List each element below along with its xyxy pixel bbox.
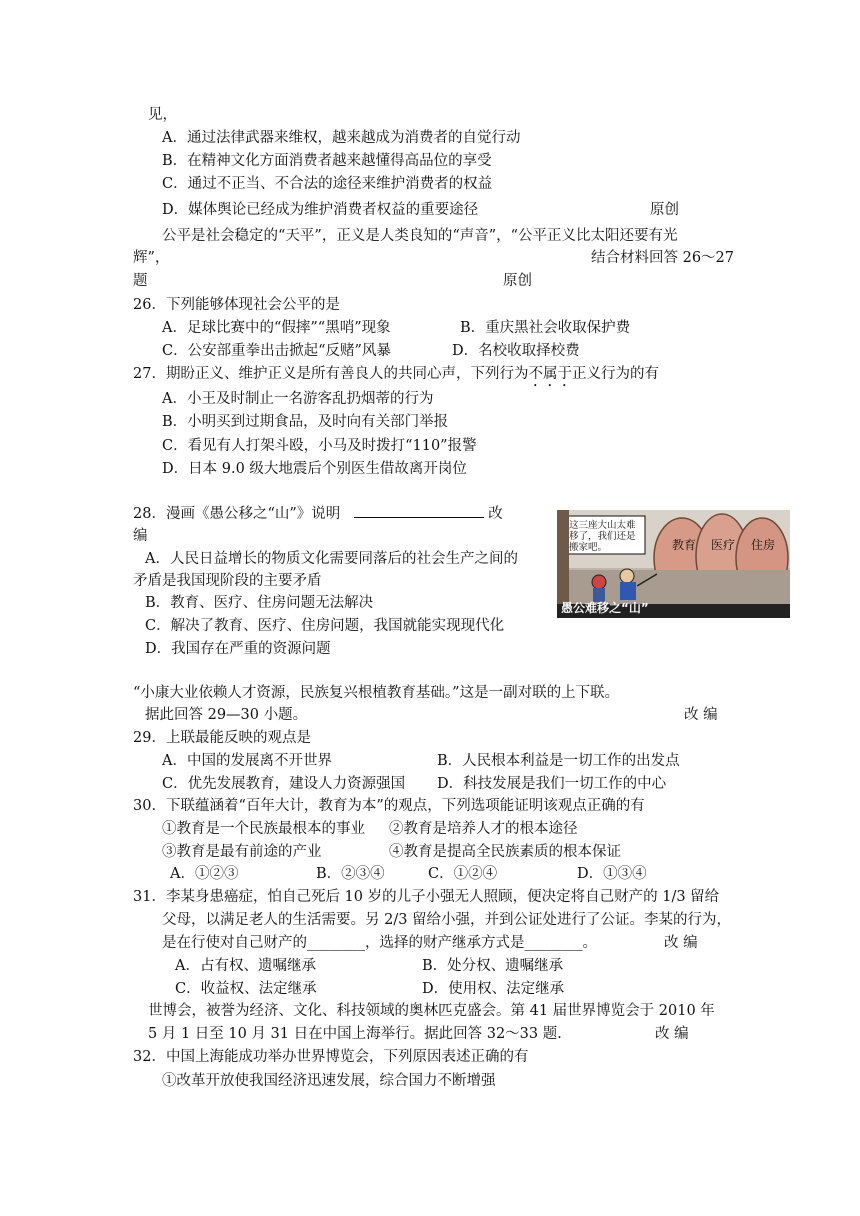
material-instruction: 结合材料回答 26～27 xyxy=(591,250,735,266)
q29-option-c: C．优先发展教育，建设人力资源强国 xyxy=(162,776,406,792)
q31-option-d: D．使用权、法定继承 xyxy=(422,981,565,997)
question-31: 31．李某身患癌症，怕自己死后 10 岁的儿子小强无人照顾，便决定将自己财产的 1/3 留给 xyxy=(133,889,720,905)
cartoon-label-housing: 住房 xyxy=(751,538,776,552)
expo-intro-cont: 5 月 1 日至 10 月 31 日在中国上海举行。据此回答 32～33 题. xyxy=(148,1026,562,1042)
q28-tag-end: 编 xyxy=(133,528,148,544)
q28-option-c: C．解决了教育、医疗、住房问题，我国就能实现现代化 xyxy=(145,618,505,634)
cartoon-label-medical: 医疗 xyxy=(711,538,736,552)
q25-option-b: B．在精神文化方面消费者越来越懂得高品位的享受 xyxy=(162,153,492,169)
question-29: 29．上联最能反映的观点是 xyxy=(133,730,311,746)
question-31-cont: 是在行使对自己财产的________，选择的财产继承方式是________。 xyxy=(162,935,597,951)
material-text: 辉”， xyxy=(133,250,170,266)
q29-option-a: A．中国的发展离不开世界 xyxy=(162,753,332,769)
q27-option-a: A．小王及时制止一名游客乱扔烟蒂的行为 xyxy=(162,391,434,407)
q28-text: 28．漫画《愚公移之“山”》说明 xyxy=(133,506,341,522)
q28-option-a: A．人民日益增长的物质文化需要同落后的社会生产之间的 xyxy=(145,551,518,567)
source-tag: 改 编 xyxy=(684,707,718,723)
cartoon-speech-bubble: 这三座大山太难移了，我们还是搬家吧。 xyxy=(569,520,636,553)
answer-blank xyxy=(354,503,484,518)
q31-option-c: C．收益权、法定继承 xyxy=(175,981,317,997)
q27-option-d: D．日本 9.0 级大地震后个别医生借故离开岗位 xyxy=(162,461,467,477)
q29-option-d: D．科技发展是我们一切工作的中心 xyxy=(437,776,667,792)
question-32: 32．中国上海能成功举办世界博览会，下列原因表述正确的有 xyxy=(133,1049,529,1065)
expo-intro: 世博会，被誉为经济、文化、科技领域的奥林匹克盛会。第 41 届世界博览会于 2010 年 xyxy=(148,1003,715,1019)
q30-option-b: B．②③④ xyxy=(316,866,385,882)
material-text: 公平是社会稳定的“天平”，正义是人类良知的“声音”，“公平正义比太阳还要有光 xyxy=(162,228,678,244)
q30-statement-2: ②教育是培养人才的根本途径 xyxy=(389,821,578,837)
q30-option-a: A．①②③ xyxy=(170,866,239,882)
q26-option-d: D．名校收取择校费 xyxy=(452,343,580,359)
source-tag: 原创 xyxy=(650,202,679,218)
q27-option-b: B．小明买到过期食品，及时向有关部门举报 xyxy=(162,414,449,430)
question-30: 30．下联蕴涵着“百年大计，教育为本”的观点，下列选项能证明该观点正确的有 xyxy=(133,798,645,814)
cartoon-image xyxy=(557,510,790,618)
question-31-cont: 父母，以满足老人的生活需要。另 2/3 留给小强，并到公证处进行了公证。李某的行为， xyxy=(162,912,732,928)
source-tag: 原创 xyxy=(503,273,532,289)
q31-option-b: B．处分权、遗嘱继承 xyxy=(422,958,564,974)
q30-option-d: D．①③④ xyxy=(577,866,647,882)
question-26: 26．下列能够体现社会公平的是 xyxy=(133,297,340,313)
question-27 xyxy=(133,364,659,390)
cartoon-label-education: 教育 xyxy=(672,538,697,552)
q28-option-b: B．教育、医疗、住房问题无法解决 xyxy=(145,595,374,611)
q30-statement-1: ①教育是一个民族最根本的事业 xyxy=(162,821,365,837)
q27-emphasis: 不属于 xyxy=(528,366,572,382)
couplet-instruction: 据此回答 29—30 小题。 xyxy=(145,707,308,723)
q27-text: 27．期盼正义、维护正义是所有善良人的共同心声，下列行为 xyxy=(133,366,529,382)
q29-option-b: B．人民根本利益是一切工作的出发点 xyxy=(437,753,680,769)
q32-statement-1: ①改革开放使我国经济迅速发展，综合国力不断增强 xyxy=(162,1073,496,1089)
q30-statement-3: ③教育是最有前途的产业 xyxy=(162,844,322,860)
q27-text-end: 正义行为的有 xyxy=(571,366,659,382)
q25-option-c: C．通过不正当、不合法的途径来维护消费者的权益 xyxy=(162,176,493,192)
q30-statement-4: ④教育是提高全民族素质的根本保证 xyxy=(389,844,621,860)
source-tag: 改 编 xyxy=(655,1026,689,1042)
q28-option-d: D．我国存在严重的资源问题 xyxy=(145,641,331,657)
q25-option-a: A．通过法律武器来维权，越来越成为消费者的自觉行动 xyxy=(162,130,521,146)
material-text: 题 xyxy=(133,273,148,289)
q28-tag: 改 xyxy=(488,506,503,522)
q30-option-c: C．①②④ xyxy=(428,866,498,882)
q26-option-b: B．重庆黑社会收取保护费 xyxy=(460,320,631,336)
q26-option-c: C．公安部重拳出击掀起“反赌”风暴 xyxy=(162,343,391,359)
q27-option-c: C．看见有人打架斗殴，小马及时拨打“110”报警 xyxy=(162,438,477,454)
q26-option-a: A．足球比赛中的“假摔”“黑哨”现象 xyxy=(162,320,391,336)
cartoon-caption: 愚公难移之“山” xyxy=(561,601,649,615)
source-tag: 改 编 xyxy=(664,935,698,951)
couplet-intro: “小康大业依赖人才资源，民族复兴根植教育基础。”这是一副对联的上下联。 xyxy=(133,685,620,701)
q28-option-a-cont: 矛盾是我国现阶段的主要矛盾 xyxy=(133,573,322,589)
q31-option-a: A．占有权、遗嘱继承 xyxy=(175,958,316,974)
q25-option-d: D．媒体舆论已经成为维护消费者权益的重要途径 xyxy=(162,202,479,218)
question-28 xyxy=(133,503,503,524)
q25-intro-end: 见， xyxy=(148,107,177,123)
